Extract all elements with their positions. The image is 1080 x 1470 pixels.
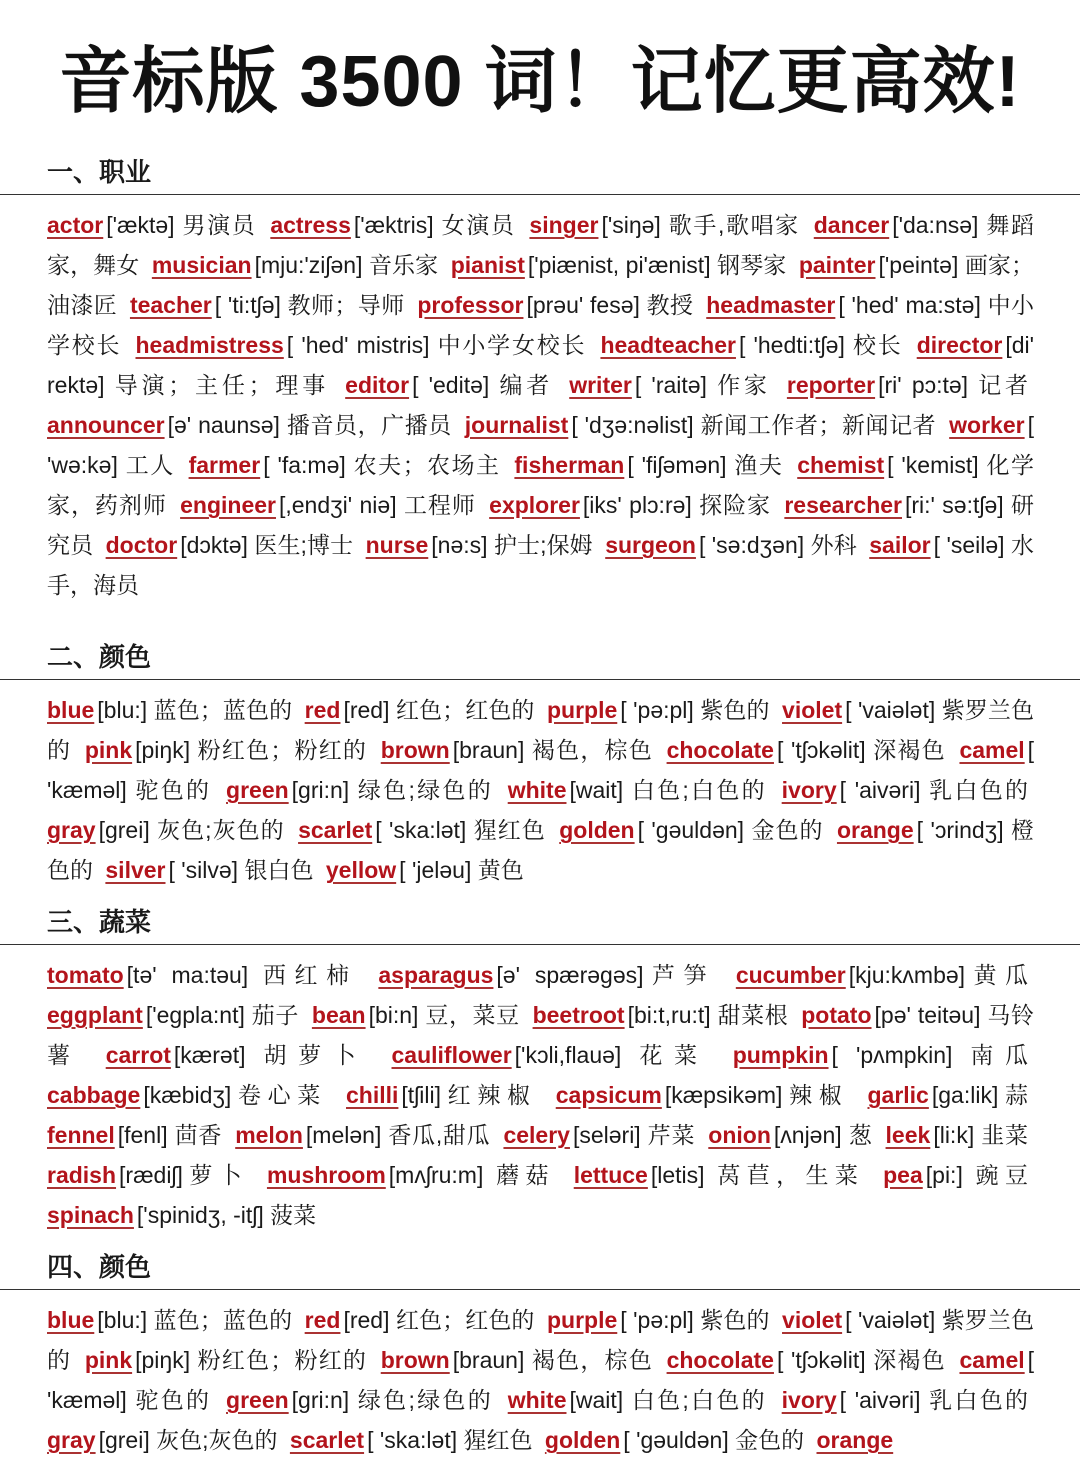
vocab-entry <box>667 737 952 763</box>
vocab-definition: [ 'ɔrindʒ] 橙色的 <box>47 817 1035 883</box>
vocab-definition: [tə' ma:təu] 西红柿 <box>126 962 358 988</box>
vocab-entry <box>508 777 773 803</box>
vocab-definition: [ 'kæməl] 驼色的 <box>47 737 1035 803</box>
vocab-word: tomato <box>47 962 124 988</box>
vocab-entry <box>312 1002 526 1028</box>
vocab-word: purple <box>546 697 618 723</box>
vocab-entry <box>787 372 1034 398</box>
vocab-definition: [fenl] 茴香 <box>117 1122 223 1148</box>
vocab-word: headmistress <box>135 332 284 358</box>
vocab-entry <box>556 1082 855 1108</box>
vocab-entry <box>267 1162 561 1188</box>
vocab-word: fennel <box>47 1122 115 1148</box>
vocab-word: violet <box>782 1307 843 1333</box>
vocab-definition: [bi:t,ru:t] 甜菜根 <box>627 1002 789 1028</box>
vocab-word: yellow <box>325 857 397 883</box>
vocab-definition: ['æktris] 女演员 <box>353 212 516 238</box>
vocab-word: leek <box>885 1122 931 1148</box>
section-colors <box>0 635 1080 900</box>
vocab-definition: [braun] 褐色，棕色 <box>452 737 653 763</box>
vocab-word: onion <box>708 1122 771 1148</box>
vocab-word: headteacher <box>600 332 736 358</box>
vocab-definition: [grei] 灰色;灰色的 <box>98 817 285 843</box>
vocab-word: musician <box>151 252 252 278</box>
vocab-definition: [ 'hedti:tʃə] 校长 <box>738 332 903 358</box>
vocab-entry <box>508 1387 773 1413</box>
vocab-word: pink <box>84 1347 133 1373</box>
vocab-entry <box>559 817 829 843</box>
vocab-definition: [tʃili]红辣椒 <box>401 1082 537 1108</box>
vocab-definition: [wait] 白色;白色的 <box>569 777 767 803</box>
vocab-definition: [ʌnjən] 葱 <box>773 1122 873 1148</box>
vocab-word: chocolate <box>666 1347 774 1373</box>
vocab-definition: [,endʒi' niə] 工程师 <box>278 492 476 518</box>
vocab-definition: [ 'ti:tʃə] 教师；导师 <box>214 292 405 318</box>
vocab-entry <box>883 1162 1034 1188</box>
section-heading: 二、颜色 <box>0 635 1080 680</box>
section-careers <box>0 150 1080 635</box>
vocab-word: headmaster <box>706 292 836 318</box>
vocab-entry <box>451 252 793 278</box>
vocab-entry <box>135 332 592 358</box>
vocab-definition: [bi:n] 豆，菜豆 <box>368 1002 520 1028</box>
vocab-entry <box>180 492 482 518</box>
vocab-definition: [ri:' sə:tʃə] 研究员 <box>47 492 1034 558</box>
vocab-entry <box>47 1162 254 1188</box>
vocab-word: garlic <box>867 1082 929 1108</box>
vocab-word: green <box>226 1387 289 1413</box>
vocab-entry <box>85 737 373 763</box>
vocab-word: scarlet <box>298 817 373 843</box>
vocab-entry <box>817 1427 903 1453</box>
vocab-entry <box>392 1042 715 1068</box>
vocab-word: actress <box>270 212 351 238</box>
vocab-entry <box>569 372 776 398</box>
vocab-word: eggplant <box>47 1002 143 1028</box>
vocab-word: ivory <box>781 777 837 803</box>
vocab-entry <box>381 737 659 763</box>
vocab-entry <box>298 817 552 843</box>
vocab-definition: [pi:] 豌豆 <box>925 1162 1029 1188</box>
vocab-entry <box>105 857 319 883</box>
vocab-entry <box>514 452 789 478</box>
vocab-word: reporter <box>786 372 876 398</box>
vocab-definition: [ə' naunsə] 播音员，广播员 <box>167 412 452 438</box>
vocab-word: pianist <box>450 252 525 278</box>
vocab-definition: [nə:s] 护士;保姆 <box>431 532 593 558</box>
vocab-definition: [grei] 灰色;灰色的 <box>98 1427 278 1453</box>
vocab-definition: ['spinidʒ, -itʃ] 菠菜 <box>136 1202 317 1228</box>
vocab-definition: ['peintə] 画家；油漆匠 <box>47 252 1034 318</box>
vocab-word: camel <box>959 1347 1025 1373</box>
vocab-word: radish <box>47 1162 117 1188</box>
vocab-word: engineer <box>180 492 276 518</box>
vocab-word: scarlet <box>289 1427 365 1453</box>
vocab-entry <box>605 532 863 558</box>
vocab-definition: [ 'aivəri] 乳白色的 <box>839 1387 1029 1413</box>
vocab-definition: [mju:'ziʃən] 音乐家 <box>254 252 439 278</box>
vocab-definition: [ 'seilə] 水手，海员 <box>47 532 1035 598</box>
vocab-word: journalist <box>464 412 569 438</box>
vocab-word: painter <box>798 252 876 278</box>
vocab-entry <box>47 1122 228 1148</box>
vocab-entry <box>305 697 541 723</box>
vocab-definition: [melən] 香瓜,甜瓜 <box>305 1122 491 1148</box>
vocab-word: violet <box>782 697 843 723</box>
vocab-entry <box>736 962 1034 988</box>
vocab-word: pumpkin <box>732 1042 829 1068</box>
vocab-definition: [kærət] 胡萝卜 <box>173 1042 368 1068</box>
vocab-word: white <box>507 1387 567 1413</box>
vocab-definition: [pə' teitəu] 马铃薯 <box>47 1002 1034 1068</box>
vocab-word: green <box>226 777 289 803</box>
vocab-entry <box>708 1122 878 1148</box>
vocab-definition: [ə' spærəgəs]芦笋 <box>496 962 715 988</box>
vocab-word: spinach <box>47 1202 134 1228</box>
vocab-definition: [ 'sə:dʒən] 外科 <box>698 532 857 558</box>
vocab-word: celery <box>503 1122 570 1148</box>
vocab-definition: ['egpla:nt] 茄子 <box>145 1002 299 1028</box>
vocab-entry <box>226 777 499 803</box>
vocab-definition: [ 'tʃɔkəlit] 深褐色 <box>776 737 946 763</box>
vocab-definition: [ 'tʃɔkəlit] 深褐色 <box>776 1347 946 1373</box>
section-heading: 四、颜色 <box>0 1245 1080 1290</box>
vocab-word: brown <box>380 737 450 763</box>
vocab-entry <box>235 1122 496 1148</box>
vocab-entry <box>47 962 363 988</box>
vocab-definition: [ 'fiʃəmən] 渔夫 <box>627 452 784 478</box>
vocab-definition: [ 'gəuldən] 金色的 <box>637 817 824 843</box>
vocab-entry <box>417 292 699 318</box>
vocab-entry <box>152 252 444 278</box>
vocab-entry <box>489 492 777 518</box>
vocab-word: white <box>507 777 567 803</box>
vocab-definition: [ 'aivəri] 乳白色的 <box>839 777 1029 803</box>
vocab-word: pink <box>84 737 133 763</box>
vocab-definition: [ 'dʒə:nəlist] 新闻工作者；新闻记者 <box>571 412 937 438</box>
vocab-definition: [ 'gəuldən] 金色的 <box>623 1427 805 1453</box>
vocab-entry <box>346 1082 543 1108</box>
vocab-word: red <box>304 697 341 723</box>
vocab-definition: [wait] 白色;白色的 <box>569 1387 767 1413</box>
vocab-definition: ['kɔli,flauə] 花菜 <box>514 1042 709 1068</box>
word-list <box>0 680 1080 900</box>
vocab-definition: ['da:nsə] 舞蹈家，舞女 <box>47 212 1034 278</box>
vocab-definition: [prəu' fesə] 教授 <box>526 292 694 318</box>
vocab-word: cabbage <box>47 1082 141 1108</box>
vocab-word: lettuce <box>573 1162 648 1188</box>
word-list <box>0 945 1080 1245</box>
vocab-definition: [iks' plɔ:rə] 探险家 <box>582 492 771 518</box>
vocab-definition: ['siŋə] 歌手,歌唱家 <box>601 212 800 238</box>
vocab-word: brown <box>380 1347 450 1373</box>
vocab-entry <box>106 1042 374 1068</box>
vocab-definition: [mʌʃru:m] 蘑菇 <box>388 1162 555 1188</box>
vocab-word: chilli <box>346 1082 399 1108</box>
vocab-word: camel <box>959 737 1025 763</box>
vocab-definition: ['æktə] 男演员 <box>106 212 257 238</box>
vocab-entry <box>465 412 942 438</box>
vocab-word: chocolate <box>666 737 774 763</box>
vocab-word: explorer <box>489 492 580 518</box>
vocab-word: gray <box>47 1427 96 1453</box>
vocab-word: dancer <box>813 212 890 238</box>
vocab-word: cucumber <box>735 962 846 988</box>
vocab-entry <box>782 777 1034 803</box>
vocab-word: beetroot <box>532 1002 625 1028</box>
vocab-definition: [ 'pə:pl] 紫色的 <box>620 697 770 723</box>
vocab-definition: [seləri] 芹菜 <box>572 1122 696 1148</box>
vocab-definition: [ 'hed' ma:stə] 中小学校长 <box>47 292 1035 358</box>
vocab-definition: [di' rektə] 导演；主任；理事 <box>47 332 1035 398</box>
vocab-entry <box>47 412 458 438</box>
page-title: 音标版 3500 词！记忆更高效! <box>59 42 1021 122</box>
vocab-entry <box>226 1387 499 1413</box>
vocab-entry <box>886 1122 1034 1148</box>
vocab-word: director <box>916 332 1003 358</box>
vocab-entry <box>47 212 262 238</box>
vocab-word: worker <box>949 412 1025 438</box>
vocab-entry <box>47 1002 305 1028</box>
vocab-entry <box>545 1427 810 1453</box>
vocab-word: ivory <box>781 1387 837 1413</box>
vocab-word: blue <box>47 697 95 723</box>
vocab-entry <box>366 532 599 558</box>
vocab-word: chemist <box>797 452 885 478</box>
section-heading: 三、蔬菜 <box>0 900 1080 945</box>
vocab-entry <box>270 212 521 238</box>
vocab-definition: [ 'hed' mistris] 中小学女校长 <box>286 332 587 358</box>
vocab-definition: [piŋk] 粉红色；粉红的 <box>135 1347 368 1373</box>
vocab-word: potato <box>801 1002 872 1028</box>
vocab-word: announcer <box>47 412 165 438</box>
vocab-entry <box>85 1347 373 1373</box>
vocab-entry <box>47 1082 333 1108</box>
vocab-definition: [ 'vaiələt] 紫罗兰色的 <box>47 697 1034 763</box>
vocab-entry <box>106 532 360 558</box>
vocab-definition: [ 'pə:pl] 紫色的 <box>620 1307 770 1333</box>
vocab-entry <box>667 1347 952 1373</box>
vocab-entry <box>600 332 908 358</box>
word-list <box>0 1290 1080 1470</box>
vocab-entry <box>47 697 298 723</box>
vocab-word: orange <box>816 1427 894 1453</box>
vocab-definition: [ga:lik]蒜 <box>931 1082 1028 1108</box>
vocab-word: researcher <box>784 492 902 518</box>
vocab-entry <box>189 452 507 478</box>
section-vegetables <box>0 900 1080 1245</box>
vocab-entry <box>574 1162 871 1188</box>
vocab-word: farmer <box>188 452 261 478</box>
vocab-word: mushroom <box>266 1162 386 1188</box>
vocab-entry <box>47 1427 284 1453</box>
section-heading: 一、职业 <box>0 150 1080 195</box>
vocab-definition: [rædiʃ]萝卜 <box>119 1162 249 1188</box>
word-list <box>0 195 1080 635</box>
vocab-word: capsicum <box>555 1082 662 1108</box>
vocab-definition: [li:k] 韭菜 <box>933 1122 1028 1148</box>
vocab-word: cauliflower <box>391 1042 512 1068</box>
vocab-definition: [gri:n] 绿色;绿色的 <box>291 1387 494 1413</box>
vocab-definition: [ 'ska:lət] 猩红色 <box>375 817 546 843</box>
vocab-entry <box>345 372 559 398</box>
vocab-entry <box>47 1202 322 1228</box>
vocab-definition: ['piænist, pi'ænist] 钢琴家 <box>527 252 787 278</box>
vocab-definition: [red] 红色；红色的 <box>343 697 535 723</box>
vocab-entry <box>503 1122 701 1148</box>
vocab-entry <box>130 292 411 318</box>
vocab-definition: [ 'kemist] 化学家，药剂师 <box>47 452 1034 518</box>
vocab-definition: [braun] 褐色，棕色 <box>452 1347 653 1373</box>
vocab-definition: [blu:] 蓝色；蓝色的 <box>97 697 293 723</box>
vocab-definition: [ 'wə:kə] 工人 <box>47 412 1034 478</box>
vocab-word: fisherman <box>514 452 625 478</box>
vocab-word: surgeon <box>605 532 696 558</box>
vocab-entry <box>867 1082 1034 1108</box>
vocab-entry <box>381 1347 659 1373</box>
vocab-definition: [ 'silvə] 银白色 <box>168 857 314 883</box>
vocab-word: doctor <box>105 532 178 558</box>
vocab-word: nurse <box>365 532 429 558</box>
vocab-word: purple <box>546 1307 618 1333</box>
vocab-definition: [kæbidʒ]卷心菜 <box>143 1082 327 1108</box>
vocab-definition: [ 'vaiələt] 紫罗兰色的 <box>47 1307 1034 1373</box>
vocab-word: pea <box>883 1162 923 1188</box>
vocab-entry <box>47 1307 298 1333</box>
vocab-word: gray <box>47 817 96 843</box>
vocab-entry <box>547 1307 776 1333</box>
vocab-definition: [ 'ska:lət] 猩红色 <box>367 1427 533 1453</box>
vocab-entry <box>378 962 721 988</box>
vocab-definition: [blu:] 蓝色；蓝色的 <box>97 1307 293 1333</box>
vocab-entry <box>326 857 530 883</box>
vocab-entry <box>733 1042 1034 1068</box>
vocab-word: blue <box>47 1307 95 1333</box>
vocab-entry <box>782 1387 1034 1413</box>
vocab-entry <box>529 212 805 238</box>
vocab-word: golden <box>544 1427 621 1453</box>
vocab-word: writer <box>569 372 632 398</box>
vocab-definition: [ri' pɔ:tə] 记者 <box>878 372 1029 398</box>
vocab-entry <box>290 1427 539 1453</box>
vocab-word: orange <box>836 817 914 843</box>
vocab-word: bean <box>311 1002 366 1028</box>
vocab-definition: [red] 红色；红色的 <box>343 1307 535 1333</box>
vocab-definition: [gri:n] 绿色;绿色的 <box>291 777 494 803</box>
vocab-definition: [ 'editə] 编者 <box>412 372 554 398</box>
vocab-word: silver <box>105 857 166 883</box>
vocab-definition: [ 'kæməl] 驼色的 <box>47 1347 1035 1413</box>
vocab-word: sailor <box>869 532 931 558</box>
vocab-definition: [ 'jeləu] 黄色 <box>399 857 524 883</box>
vocab-definition: [letis] 莴苣，生菜 <box>650 1162 865 1188</box>
vocab-definition: [piŋk] 粉红色；粉红的 <box>135 737 368 763</box>
vocab-word: professor <box>417 292 524 318</box>
vocab-word: actor <box>47 212 104 238</box>
vocab-definition: [ 'pʌmpkin] 南瓜 <box>831 1042 1029 1068</box>
vocab-entry <box>547 697 776 723</box>
vocab-definition: [kju:kʌmbə]黄瓜 <box>848 962 1029 988</box>
vocab-entry <box>47 817 291 843</box>
vocab-definition: [ 'fa:mə] 农夫；农场主 <box>263 452 501 478</box>
vocab-word: teacher <box>129 292 212 318</box>
vocab-word: melon <box>235 1122 303 1148</box>
section-colors-2 <box>0 1245 1080 1470</box>
vocab-word: singer <box>529 212 599 238</box>
vocab-definition: [ 'raitə] 作家 <box>634 372 771 398</box>
vocab-word: editor <box>345 372 410 398</box>
vocab-entry <box>533 1002 795 1028</box>
vocab-word: golden <box>559 817 635 843</box>
vocab-definition: [dɔktə] 医生;博士 <box>180 532 354 558</box>
vocab-definition: [kæpsikəm]辣椒 <box>664 1082 849 1108</box>
vocab-word: carrot <box>105 1042 171 1068</box>
vocab-entry <box>305 1307 541 1333</box>
vocab-word: asparagus <box>378 962 494 988</box>
vocab-word: red <box>304 1307 341 1333</box>
